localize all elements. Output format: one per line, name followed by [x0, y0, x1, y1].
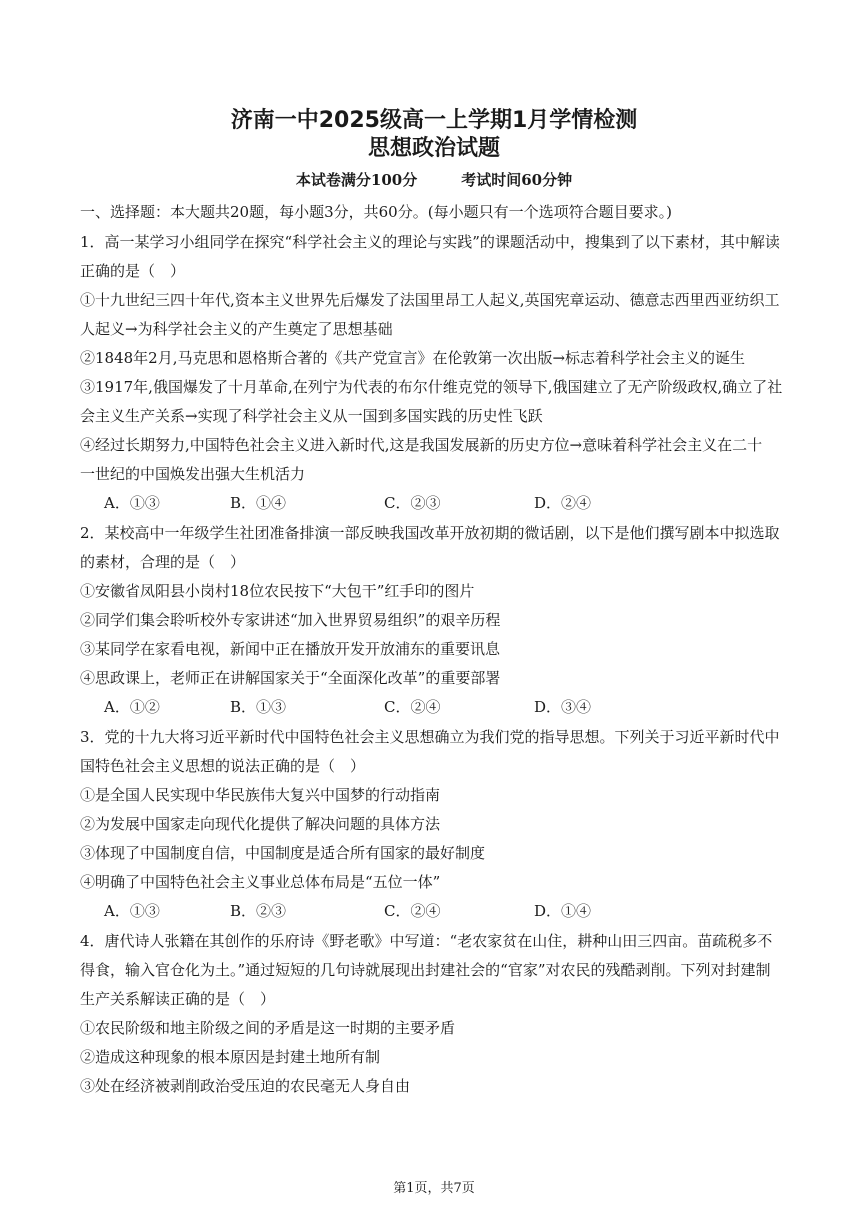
question-3-stem-line: 3．党的十九大将习近平新时代中国特色社会主义思想确立为我们党的指导思想。下列关于习近平新时代中 [80, 728, 780, 746]
option-b[interactable]: B．①③ [230, 698, 287, 716]
option-d[interactable]: D．③④ [534, 698, 592, 716]
option-a[interactable]: A．①③ [104, 494, 160, 512]
option-c[interactable]: C．②④ [384, 698, 441, 716]
question-1-item: ①十九世纪三四十年代,资本主义世界先后爆发了法国里昂工人起义,英国宪章运动、德意志西里西亚纺织工 [80, 291, 780, 309]
question-1-item: 会主义生产关系→实现了科学社会主义从一国到多国实践的历史性飞跃 [80, 407, 543, 425]
exam-subject-title: 思想政治试题 [367, 136, 500, 161]
question-4-item: ②造成这种现象的根本原因是封建土地所有制 [80, 1048, 381, 1066]
question-1-item: 人起义→为科学社会主义的产生奠定了思想基础 [80, 320, 393, 338]
option-a[interactable]: A．①③ [104, 902, 160, 920]
question-4-stem-line: 生产关系解读正确的是（ ） [80, 990, 276, 1008]
option-c[interactable]: C．②③ [384, 494, 441, 512]
option-a[interactable]: A．①② [104, 698, 160, 716]
exam-title: 济南一中2025级高一上学期1月学情检测 [230, 108, 638, 133]
question-1-item: 一世纪的中国焕发出强大生机活力 [80, 465, 306, 483]
question-2-stem-line: 2．某校高中一年级学生社团准备排演一部反映我国改革开放初期的微话剧，以下是他们撰写剧本中拟选取 [80, 524, 780, 542]
question-4-item: ③处在经济被剥削政治受压迫的农民毫无人身自由 [80, 1077, 411, 1095]
question-4-item: ①农民阶级和地主阶级之间的矛盾是这一时期的主要矛盾 [80, 1019, 456, 1037]
time-info: 考试时间60分钟 [461, 171, 573, 189]
section-heading: 一、选择题：本大题共20题，每小题3分，共60分。(每小题只有一个选项符合题目要求。) [80, 203, 672, 221]
question-3-item: ③体现了中国制度自信，中国制度是适合所有国家的最好制度 [80, 844, 486, 862]
question-3-item: ①是全国人民实现中华民族伟大复兴中国梦的行动指南 [80, 786, 441, 804]
option-d[interactable]: D．①④ [534, 902, 592, 920]
question-1-stem-line: 正确的是（ ） [80, 262, 186, 280]
question-1-item: ②1848年2月,马克思和恩格斯合著的《共产党宣言》在伦敦第一次出版→标志着科学社会主义的诞生 [80, 349, 746, 367]
question-2-item: ③某同学在家看电视，新闻中正在播放开发开放浦东的重要讯息 [80, 640, 501, 658]
question-4-stem-line: 4．唐代诗人张籍在其创作的乐府诗《野老歌》中写道：“老农家贫在山住，耕种山田三四亩。苗疏税多不 [80, 932, 773, 950]
option-c[interactable]: C．②④ [384, 902, 441, 920]
question-2-item: ①安徽省凤阳县小岗村18位农民按下“大包干”红手印的图片 [80, 582, 475, 600]
question-1-stem-line: 1．高一某学习小组同学在探究“科学社会主义的理论与实践”的课题活动中，搜集到了以下素材，其中解读 [80, 233, 780, 251]
question-1-item: ④经过长期努力,中国特色社会主义进入新时代,这是我国发展新的历史方位→意味着科学社会主义在二十 [80, 436, 763, 454]
question-2-item: ②同学们集会聆听校外专家讲述“加入世界贸易组织”的艰辛历程 [80, 611, 501, 629]
question-2-stem-line: 的素材，合理的是（ ） [80, 553, 246, 571]
option-b[interactable]: B．②③ [230, 902, 287, 920]
exam-meta [0, 170, 868, 190]
option-b[interactable]: B．①④ [230, 494, 287, 512]
score-info: 本试卷满分100分 [295, 171, 418, 189]
question-3-item: ④明确了中国特色社会主义事业总体布局是“五位一体” [80, 873, 441, 891]
page-number: 第1页，共7页 [393, 1181, 475, 1196]
question-3-stem-line: 国特色社会主义思想的说法正确的是（ ） [80, 757, 366, 775]
option-d[interactable]: D．②④ [534, 494, 592, 512]
question-3-item: ②为发展中国家走向现代化提供了解决问题的具体方法 [80, 815, 441, 833]
question-1-item: ③1917年,俄国爆发了十月革命,在列宁为代表的布尔什维克党的领导下,俄国建立了无产阶级政权,确立了社 [80, 378, 783, 396]
question-4-stem-line: 得食，输入官仓化为土。”通过短短的几句诗就展现出封建社会的“官家”对农民的残酷剥削。下列对封建制 [80, 961, 771, 979]
question-2-item: ④思政课上，老师正在讲解国家关于“全面深化改革”的重要部署 [80, 669, 501, 687]
